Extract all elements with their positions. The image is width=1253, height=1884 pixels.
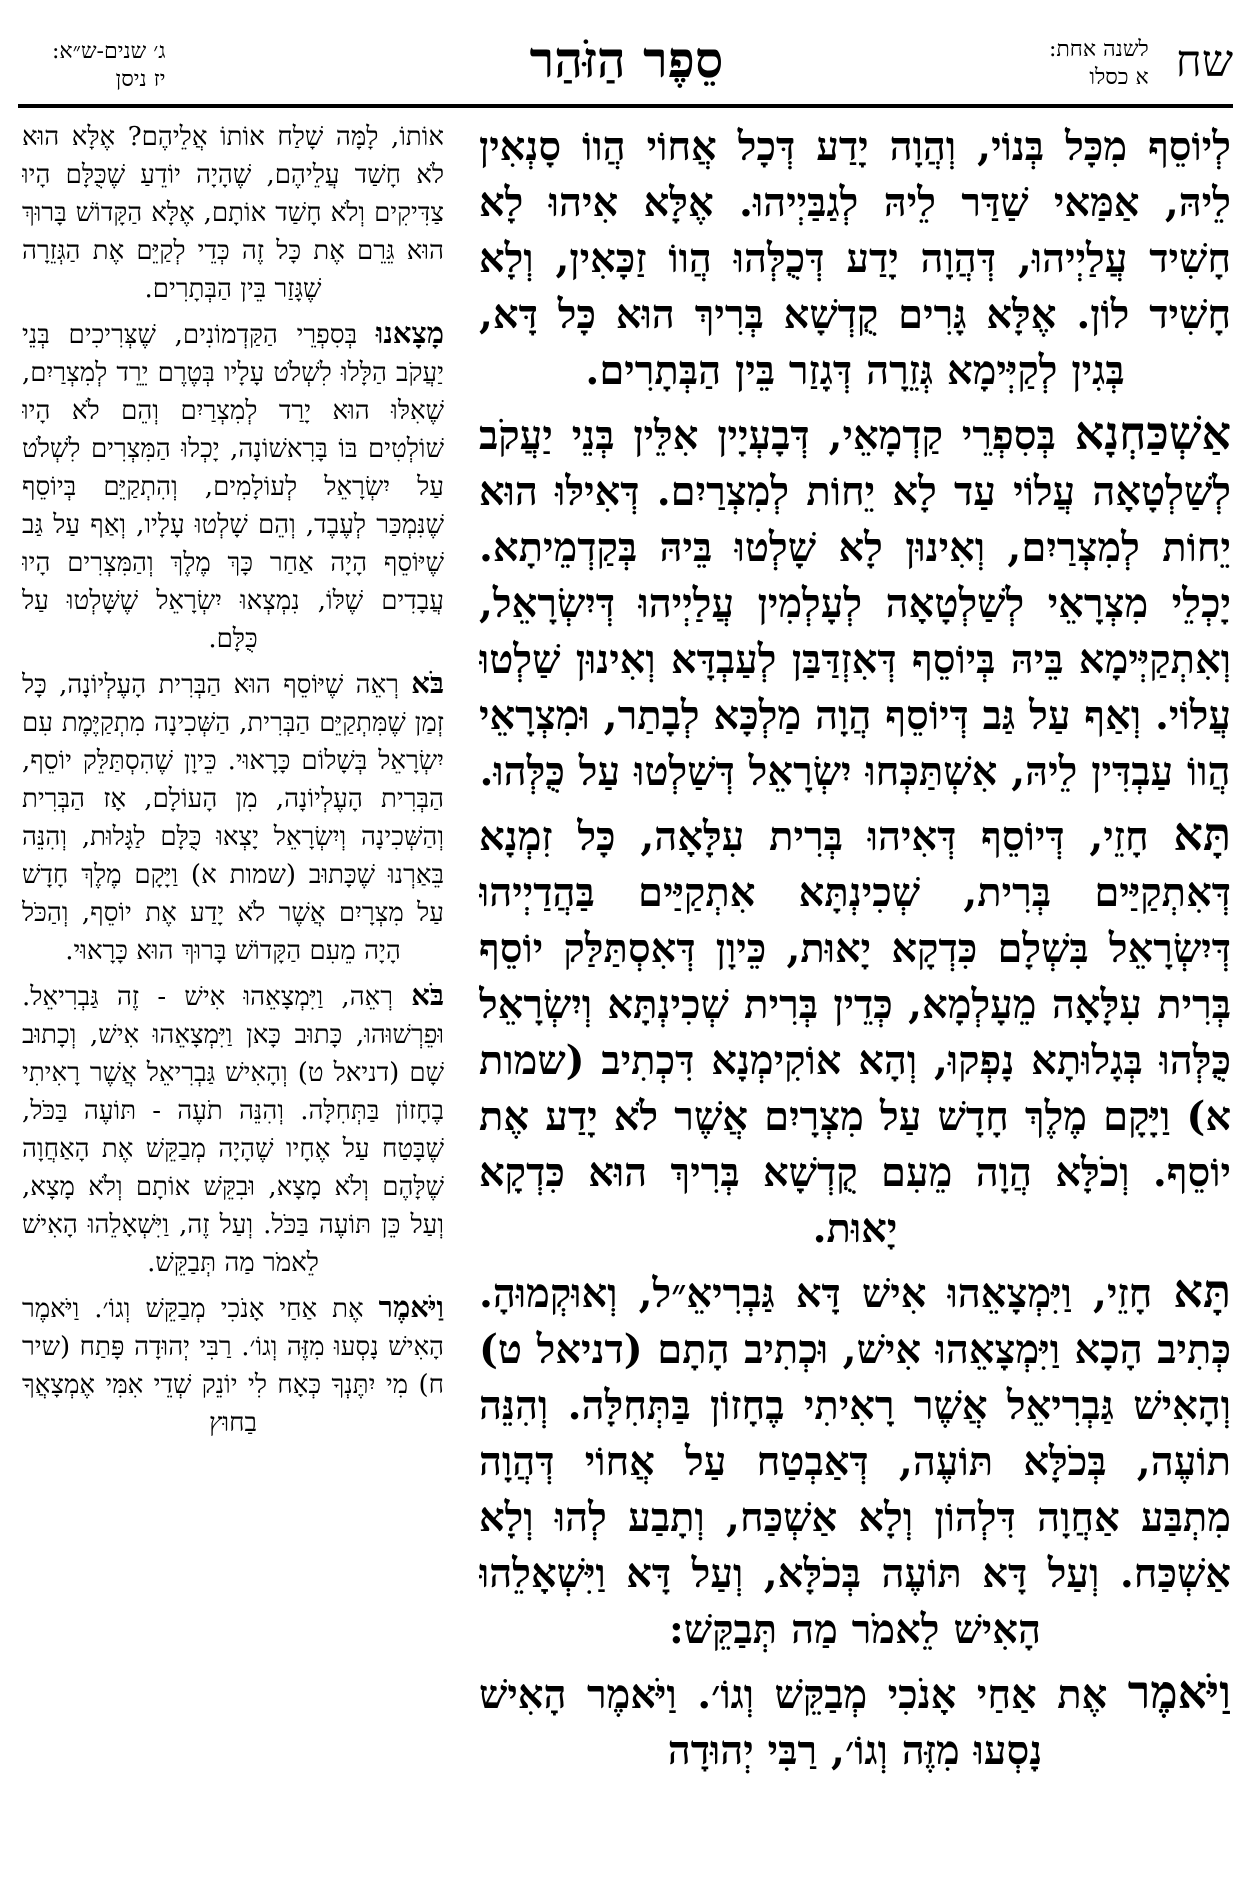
paragraph-text: רְאֵה, וַיִּמְצָאֵהוּ אִישׁ - זֶה גַּבְרִיאֵל. וּפֵרְשׁוּהוּ, כָּתוּב כָּאן וַיִּמְצָאֵהוּ אִישׁ, וְכָתוּב שָׁם (דניאל ט) וְהָאִישׁ גַּבְרִיאֵל אֲשֶׁר רָאִיתִי בֶחָזוֹן בַּתְּחִלָּה. וְהִנֵּה תֹעֶה - תּוֹעֶה בַּכֹּל, שֶׁבָּטַח עַל אֶחָיו שֶׁהָיָה מְבַקֵּשׁ אֶת הָאַחֲוָה שֶׁלָּהֶם וְלֹא מָצָא, וּבִקֵּשׁ אוֹתָם וְלֹא מָצָא, וְעַל כֵּן תּוֹעֶה בַּכֹּל. וְעַל זֶה, וַיִּשְׁאָלֵהוּ הָאִישׁ לֵאמֹר מַה תְּבַקֵּשׁ. xyxy=(22,982,444,1278)
paragraph-text: לְיוֹסֵף מִכָּל בְּנוֹי, וְהֲוָה יָדַע דְּכָל אֲחוֹי הֲווֹ סָנְאִין לֵיהּ, אַמַּאי שַׁדַּר לֵיהּ לְגַבַּיְיהוּ. אֶלָּא אִיהוּ לָא חָשִׁיד עֲלַיְיהוּ, דְּהֲוָה יָדַע דְּכֻלְּהוּ הֲווֹ זַכָּאִין, וְלָא חָשִׁיד לוֹן. אֶלָּא גָּרִים קֻדְשָׁא בְּרִיךְ הוּא כָּל דָּא, בְּגִין לְקַיְּימָא גְּזֵרָה דְּגָזַר בֵּין הַבְּתָרִים. xyxy=(479,123,1231,394)
hebrew-translation-column xyxy=(22,116,444,1876)
translation-paragraph-2 xyxy=(22,314,444,658)
paragraph-text: חָזֵי, וַיִּמְצָאֵהוּ אִישׁ דָּא גַּבְרִיאֵ״ל, וְאוּקְמוּהָ. כְּתִיב הָכָא וַיִּמְצָאֵהוּ אִישׁ, וּכְתִיב הָתָם (דניאל ט) וְהָאִישׁ גַּבְרִיאֵל אֲשֶׁר רָאִיתִי בֶחָזוֹן בַּתְּחִלָּה. וְהִנֵּה תוֹעֶה, בְּכֹלָּא תּוֹעֶה, דְּאַבְטַח עַל אֲחוֹי דְּהֲוָה מִתְבַּע אַחֲוָה דִּלְהוֹן וְלָא אַשְׁכַּח, וְתָבַע לְהוּ וְלָא אַשְׁכַּח. וְעַל דָּא תּוֹעֶה בְּכֹלָּא, וְעַל דָּא וַיִּשְׁאָלֵהוּ הָאִישׁ לֵאמֹר מַה תְּבַקֵּשׁ: xyxy=(479,1270,1231,1653)
paragraph-text: בְּסִפְרֵי הַקַּדְמוֹנִים, שֶׁצְּרִיכִים בְּנֵי יַעֲקֹב הַלָּלוּ לִשְׁלֹט עָלָיו בְּטֶרֶם יֵרֵד לְמִצְרַיִם, שֶׁאִלּוּ הוּא יָרַד לְמִצְרַיִם וְהֵם לֹא הָיוּ שׁוֹלְטִים בּוֹ בָּרִאשׁוֹנָה, יָכְלוּ הַמִּצְרִים לִשְׁלֹט עַל יִשְׂרָאֵל לְעוֹלָמִים, וְהִתְקַיֵּם בְּיוֹסֵף שֶׁנִּמְכַּר לְעֶבֶד, וְהֵם שָׁלְטוּ עָלָיו, וְאַף עַל גַּב שֶׁיּוֹסֵף הָיָה אַחַר כָּךְ מֶלֶךְ וְהַמִּצְרִים הָיוּ עֲבָדִים שֶׁלּוֹ, נִמְצְאוּ יִשְׂרָאֵל שֶׁשָּׁלְטוּ עַל כֻּלָּם. xyxy=(22,320,444,654)
paragraph-text: חָזֵי, דְּיוֹסֵף דְּאִיהוּ בְּרִית עִלָּאָה, כָּל זִמְנָא דְּאִתְקַיַּים בְּרִית, שְׁכִינְתָּא אִתְקַיַּים בַּהֲדַיְיהוּ דְּיִשְׂרָאֵל בִּשְׁלָם כִּדְקָא יָאוּת, כֵּיוָן דְּאִסְתַּלַּק יוֹסֵף בְּרִית עִלָּאָה מֵעָלְמָא, כְּדֵין בְּרִית שְׁכִינְתָּא וְיִשְׂרָאֵל כֻּלְּהוּ בְּגָלוּתָא נָפְקוּ, וְהָא אוֹקִימְנָא דִּכְתִיב (שמות א) וַיָּקָם מֶלֶךְ חָדָשׁ עַל מִצְרָיִם אֲשֶׁר לֹא יָדַע אֶת יוֹסֵף. וְכֹלָּא הֲוָה מֵעִם קֻדְשָׁא בְּרִיךְ הוּא כִּדְקָא יָאוּת. xyxy=(479,813,1231,1252)
page-number: שח xyxy=(1175,36,1233,87)
translation-paragraph-1 xyxy=(22,116,444,308)
year-cycle-label: לשנה אחת: xyxy=(1048,37,1149,62)
paragraph-opener: וַיֹּאמֶר xyxy=(378,1290,444,1324)
day-left-label: יז ניסן xyxy=(115,67,166,92)
paragraph-opener: וַיֹּאמֶר xyxy=(1127,1665,1231,1719)
translation-paragraph-4 xyxy=(22,976,444,1282)
paragraph-text: אוֹתוֹ, לָמָּה שָׁלַח אוֹתוֹ אֲלֵיהֶם? אֶלָּא הוּא לֹא חָשַׁד עֲלֵיהֶם, שֶׁהָיָה יוֹדֵעַ שֶׁכֻּלָּם הָיוּ צַדִּיקִים וְלֹא חָשַׁד אוֹתָם, אֶלָּא הַקָּדוֹשׁ בָּרוּךְ הוּא גֵּרֵם אֶת כָּל זֶה כְּדֵי לְקַיֵּם אֶת הַגְּזֵרָה שֶׁגָּזַר בֵּין הַבְּתָרִים. xyxy=(22,122,444,304)
zohar-aramaic-column xyxy=(479,116,1231,1876)
zohar-paragraph-5 xyxy=(479,1664,1231,1779)
page-header xyxy=(0,0,1253,110)
paragraph-text: רְאֵה שֶׁיּוֹסֵף הוּא הַבְּרִית הָעֶלְיוֹנָה, כָּל זְמַן שֶׁמִּתְקַיֵּם הַבְּרִית, הַשְּׁכִינָה מִתְקַיֶּמֶת עִם יִשְׂרָאֵל בְּשָׁלוֹם כָּרָאוּי. כֵּיוָן שֶׁהִסְתַּלֵּק יוֹסֵף, הַבְּרִית הָעֶלְיוֹנָה, מִן הָעוֹלָם, אָז הַבְּרִית וְהַשְּׁכִינָה וְיִשְׂרָאֵל יָצְאוּ כֻּלָּם לַגָּלוּת, וְהִנֵּה בֵּאַרְנוּ שֶׁכָּתוּב (שמות א) וַיָּקָם מֶלֶךְ חָדָשׁ עַל מִצְרָיִם אֲשֶׁר לֹא יָדַע אֶת יוֹסֵף, וְהַכֹּל הָיָה מֵעִם הַקָּדוֹשׁ בָּרוּךְ הוּא כָּרָאוּי. xyxy=(22,670,444,966)
study-cycle-left xyxy=(52,38,166,94)
zohar-paragraph-4 xyxy=(479,1263,1231,1658)
paragraph-opener: בֹּא xyxy=(411,978,444,1012)
paragraph-opener: תָּא xyxy=(1173,807,1231,861)
page-title: סֵפֶר הַזֹּהַר xyxy=(529,30,724,89)
day-right-label: א כסלו xyxy=(1089,65,1149,90)
paragraph-opener: אַשְׁכַּחְנָא xyxy=(1074,406,1231,460)
zohar-paragraph-3 xyxy=(479,806,1231,1257)
paragraph-opener: בֹּא xyxy=(411,666,444,700)
translation-paragraph-5 xyxy=(22,1288,444,1442)
cycle-left-label: ג׳ שנים-ש״א: xyxy=(52,39,166,64)
zohar-paragraph-1 xyxy=(479,116,1231,399)
paragraph-text: אֶת אַחַי אָנֹכִי מְבַקֵּשׁ וְגוֹ׳. וַיֹּאמֶר הָאִישׁ נָסְעוּ מִזֶּה וְגוֹ׳, רַבִּי יְהוּדָה xyxy=(479,1671,1128,1774)
header-divider xyxy=(18,104,1233,108)
paragraph-text: בְּסִפְרֵי קַדְמָאֵי, דְּבָעְיָין אִלֵּין בְּנֵי יַעֲקֹב לְשַׁלְטָאָה עֲלוֹי עַד לָא יֵחוֹת לְמִצְרַיִם. דְּאִילּוּ הוּא יֵחוֹת לְמִצְרַיִם, וְאִינוּן לָא שָׁלְטוּ בֵּיהּ בְּקַדְמֵיתָא. יָכְלֵי מִצְרָאֵי לְשַׁלְטָאָה לְעָלְמִין עֲלַיְיהוּ דְּיִשְׂרָאֵל, וְאִתְקַיְּימָא בֵּיהּ בְּיוֹסֵף דְּאִזְדַּבַּן לְעַבְדָּא וְאִינוּן שַׁלְטוּ עֲלוֹי. וְאַף עַל גַּב דְּיוֹסֵף הֲוָה מַלְכָּא לְבָתַר, וּמִצְרָאֵי הֲווֹ עַבְדִּין לֵיהּ, אִשְׁתַּכְּחוּ יִשְׂרָאֵל דְּשַׁלְטוּ עַל כֻּלְּהוּ. xyxy=(479,412,1231,795)
paragraph-opener: תָּא xyxy=(1173,1264,1231,1318)
translation-paragraph-3 xyxy=(22,664,444,970)
paragraph-text: אֶת אַחַי אָנֹכִי מְבַקֵּשׁ וְגוֹ׳. וַיֹּאמֶר הָאִישׁ נָסְעוּ מִזֶּה וְגוֹ׳. רַבִּי יְהוּדָה פָּתַח (שיר ח) מִי יִתֶּנְךָ כְּאָח לִי יוֹנֵק שְׁדֵי אִמִּי אֶמְצָאֲךָ בַחוּץ xyxy=(22,1294,444,1438)
zohar-paragraph-2 xyxy=(479,405,1231,800)
paragraph-opener: מָצָאנוּ xyxy=(375,316,444,350)
